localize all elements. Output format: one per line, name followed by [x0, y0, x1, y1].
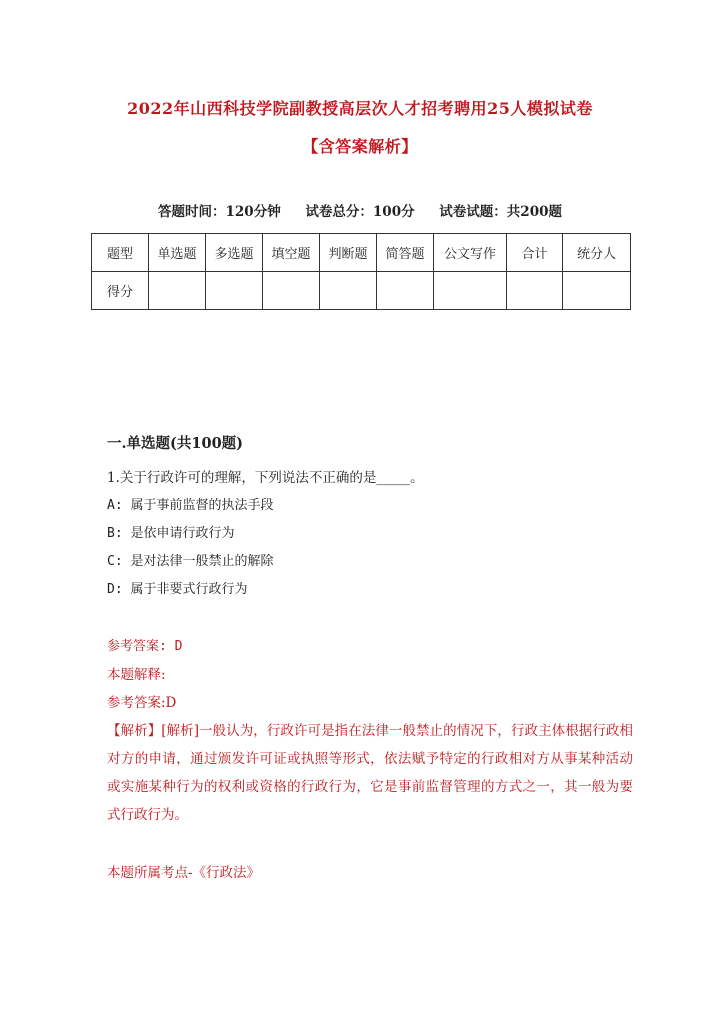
score-table-header: 题型: [92, 234, 149, 272]
option-a: A: 属于事前监督的执法手段: [107, 498, 274, 513]
score-table-header: 多选题: [206, 234, 263, 272]
option-b: B: 是依申请行政行为: [107, 526, 235, 541]
score-cell: [263, 272, 320, 310]
option-d: D: 属于非要式行政行为: [107, 582, 248, 597]
question-stem: 1.关于行政许可的理解，下列说法不正确的是_____。: [107, 470, 424, 486]
score-table-header: 合计: [507, 234, 563, 272]
answer-reference-2: 参考答案:D: [107, 695, 177, 711]
score-table-score-row: [92, 272, 631, 310]
exam-meta: [0, 200, 720, 220]
score-cell: [206, 272, 263, 310]
exam-time: 答题时间：120分钟: [158, 204, 281, 220]
exam-subtitle: 【含答案解析】: [302, 137, 418, 156]
score-table-header: 填空题: [263, 234, 320, 272]
score-cell: [434, 272, 507, 310]
answer-reference: 参考答案: D: [107, 639, 183, 654]
analysis-paragraph: [107, 717, 633, 829]
score-cell: [377, 272, 434, 310]
score-table-header: 单选题: [149, 234, 206, 272]
topic-label: 本题所属考点-《行政法》: [107, 865, 261, 881]
score-table-header: 简答题: [377, 234, 434, 272]
exam-total-score: 试卷总分：100分: [305, 204, 415, 220]
score-table-header: 统分人: [563, 234, 631, 272]
option-c: C: 是对法律一般禁止的解除: [107, 554, 274, 569]
score-cell: [507, 272, 563, 310]
score-cell: [149, 272, 206, 310]
score-table-header: 公文写作: [434, 234, 507, 272]
analysis-text: [解析]一般认为，行政许可是指在法律一般禁止的情况下，行政主体根据行政相对方的申请，通过颁发许可证或执照等形式，依法赋予特定的行政相对方从事某种活动或实施某种行为的权利或资格的行政行为，它是事前监督管理的方式之一，其一般为要式行政行为。: [107, 723, 633, 823]
score-row-label: 得分: [92, 272, 149, 310]
score-cell: [563, 272, 631, 310]
analysis-tag: 【解析】: [107, 723, 162, 739]
score-table-header-row: [92, 234, 631, 272]
score-table: [91, 233, 631, 310]
exam-title: 2022年山西科技学院副教授高层次人才招考聘用25人模拟试卷: [127, 99, 593, 118]
score-cell: [320, 272, 377, 310]
score-table-header: 判断题: [320, 234, 377, 272]
explanation-label: 本题解释:: [107, 667, 166, 683]
exam-total-questions: 试卷试题：共200题: [439, 204, 562, 220]
section-title: 一.单选题(共100题): [107, 435, 244, 452]
